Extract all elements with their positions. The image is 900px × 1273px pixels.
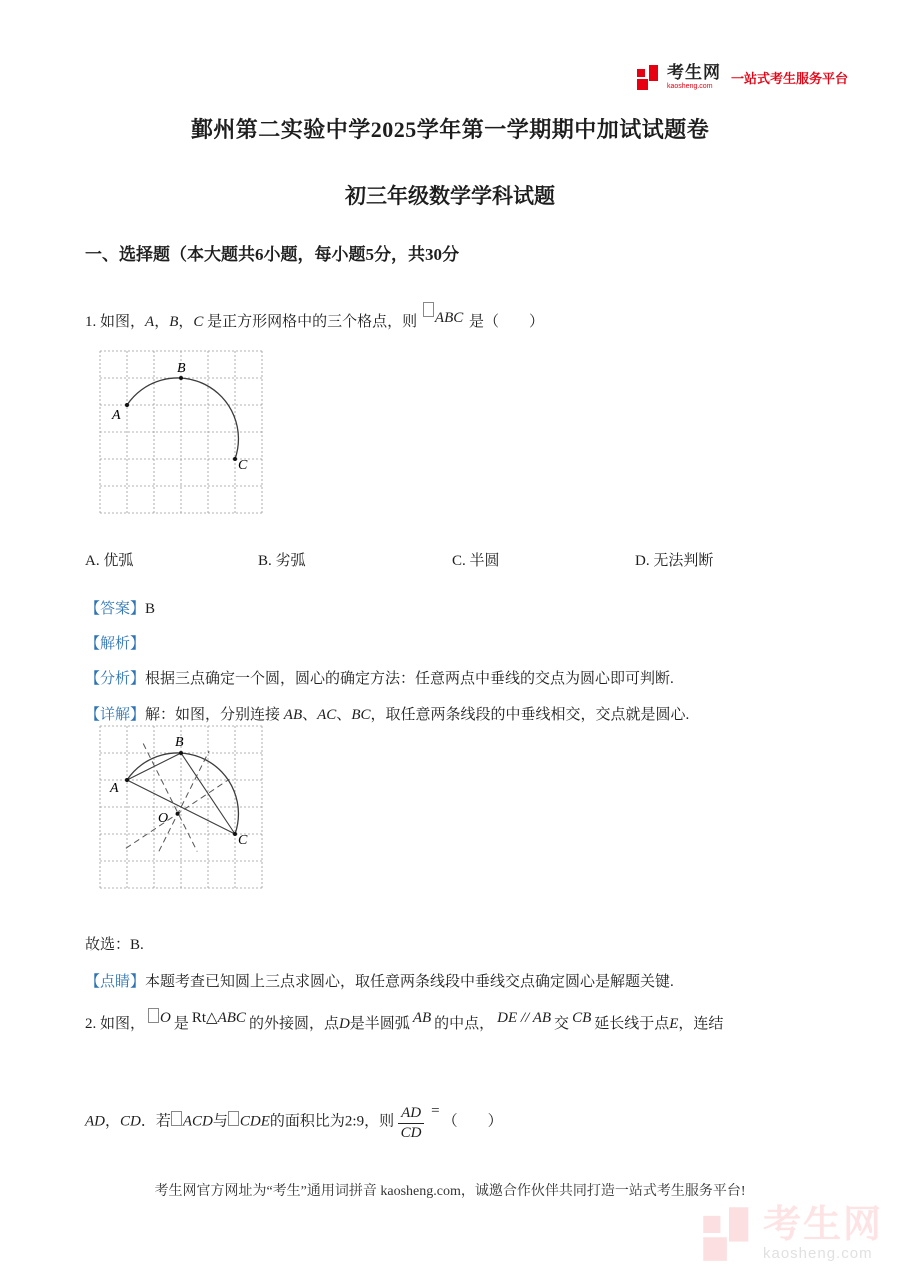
center-o-label: O xyxy=(158,811,169,826)
kaosheng-logo-icon xyxy=(637,63,661,91)
arc-abc xyxy=(127,378,238,459)
point-a-label: A xyxy=(112,408,121,423)
point-b-label: B xyxy=(177,361,186,376)
dianjing-tag: 【点睛】 xyxy=(85,974,146,990)
brand-block xyxy=(667,64,721,90)
question-1-text: 1. 如图，A，B，C 是正方形网格中的三个格点，则 ABC 是（ ） xyxy=(85,310,544,331)
watermark-brand: 考生网 xyxy=(763,1203,884,1246)
q1-options xyxy=(85,549,825,569)
option-d: D. 无法判断 xyxy=(635,553,714,569)
fraction-ad-cd: $\frac{AD}{CD}$ xyxy=(398,1105,424,1143)
point-c-label: C xyxy=(238,833,248,848)
arc-ab-math: AB xyxy=(412,1010,432,1026)
footer-text: 考生网官方网址为“考生”通用词拼音 kaosheng.com，诚邀合作伙伴共同打造一站式考生服务平台! xyxy=(154,1184,746,1199)
q1-number: 1. xyxy=(85,314,97,330)
answer-value: B xyxy=(145,601,156,617)
point-c-label: C xyxy=(238,458,248,473)
missing-glyph-box xyxy=(171,1111,182,1126)
watermark-text xyxy=(763,1203,884,1262)
answer-line xyxy=(85,597,155,618)
brand-name: 考生网 xyxy=(667,63,721,82)
chords xyxy=(127,753,235,834)
watermark-domain: kaosheng.com xyxy=(763,1244,873,1262)
arc-abc xyxy=(127,753,238,834)
option-c: C. 半圆 xyxy=(452,553,500,569)
question-2-line-2: AD，CD．若 ACD与 CDE的面积比为2:9，则 $\frac{AD}{CD}$ =（ ） xyxy=(85,1103,503,1142)
conclusion-line: 故选：B. xyxy=(85,937,144,953)
dianjing-line: 【点睛】本题考查已知圆上三点求圆心，取任意两条线段中垂线交点确定圆心是解题关键. xyxy=(85,974,674,990)
arc-cb-math: CB xyxy=(572,1010,592,1026)
figure-2-construction xyxy=(97,720,267,892)
brand-tagline: 一站式考生服务平台 xyxy=(731,70,849,86)
arc-abc-math: ABC xyxy=(423,310,463,326)
q2-number: 2. xyxy=(85,1016,97,1032)
center-o-dot xyxy=(176,812,180,816)
missing-glyph-box xyxy=(228,1111,239,1126)
watermark-logo xyxy=(703,1203,883,1263)
question-2-line-1: 2. 如图， O 是 Rt△ABC 的外接圆，点D是半圆弧 AB 的中点， DE // AB 交 CB 延长线于点E，连结 xyxy=(85,1010,724,1032)
answer-tag: 【答案】 xyxy=(85,601,146,617)
brand-domain: kaosheng.com xyxy=(667,83,713,90)
kaosheng-watermark-icon xyxy=(703,1203,755,1263)
missing-glyph-box xyxy=(423,302,434,317)
site-logo xyxy=(637,63,848,91)
perpendicular-bisectors xyxy=(126,744,229,852)
xiangjie-tag: 【详解】 xyxy=(85,707,146,723)
point-b-label: B xyxy=(175,735,184,750)
point-a-label: A xyxy=(110,781,119,796)
rt-triangle-abc-math: Rt△ABC xyxy=(191,1010,246,1026)
fenxi-tag: 【分析】 xyxy=(85,671,146,687)
de-parallel-ab-math: DE // AB xyxy=(497,1010,552,1026)
equals-sign: = xyxy=(431,1103,440,1120)
page-title: 鄞州第二实验中学2025学年第一学期期中加试试题卷 xyxy=(190,117,710,142)
jiexi-line xyxy=(85,632,145,653)
page-subtitle: 初三年级数学学科试题 xyxy=(345,184,555,208)
option-b: B. 劣弧 xyxy=(258,553,306,569)
xiangjie-line: 【详解】解：如图，分别连接 AB、AC、BC，取任意两条线段的中垂线相交，交点就是圆心. xyxy=(85,707,690,723)
fenxi-line: 【分析】根据三点确定一个圆，圆心的确定方法：任意两点中垂线的交点为圆心即可判断. xyxy=(85,671,674,687)
jiexi-tag: 【解析】 xyxy=(85,636,146,652)
option-a: A. 优弧 xyxy=(85,553,134,569)
circle-o-math: O xyxy=(148,1010,171,1026)
missing-glyph-box xyxy=(148,1008,159,1023)
figure-1-grid-arc xyxy=(97,345,267,517)
section-heading: 一、选择题（本大题共6小题，每小题5分，共30分 xyxy=(85,245,459,264)
